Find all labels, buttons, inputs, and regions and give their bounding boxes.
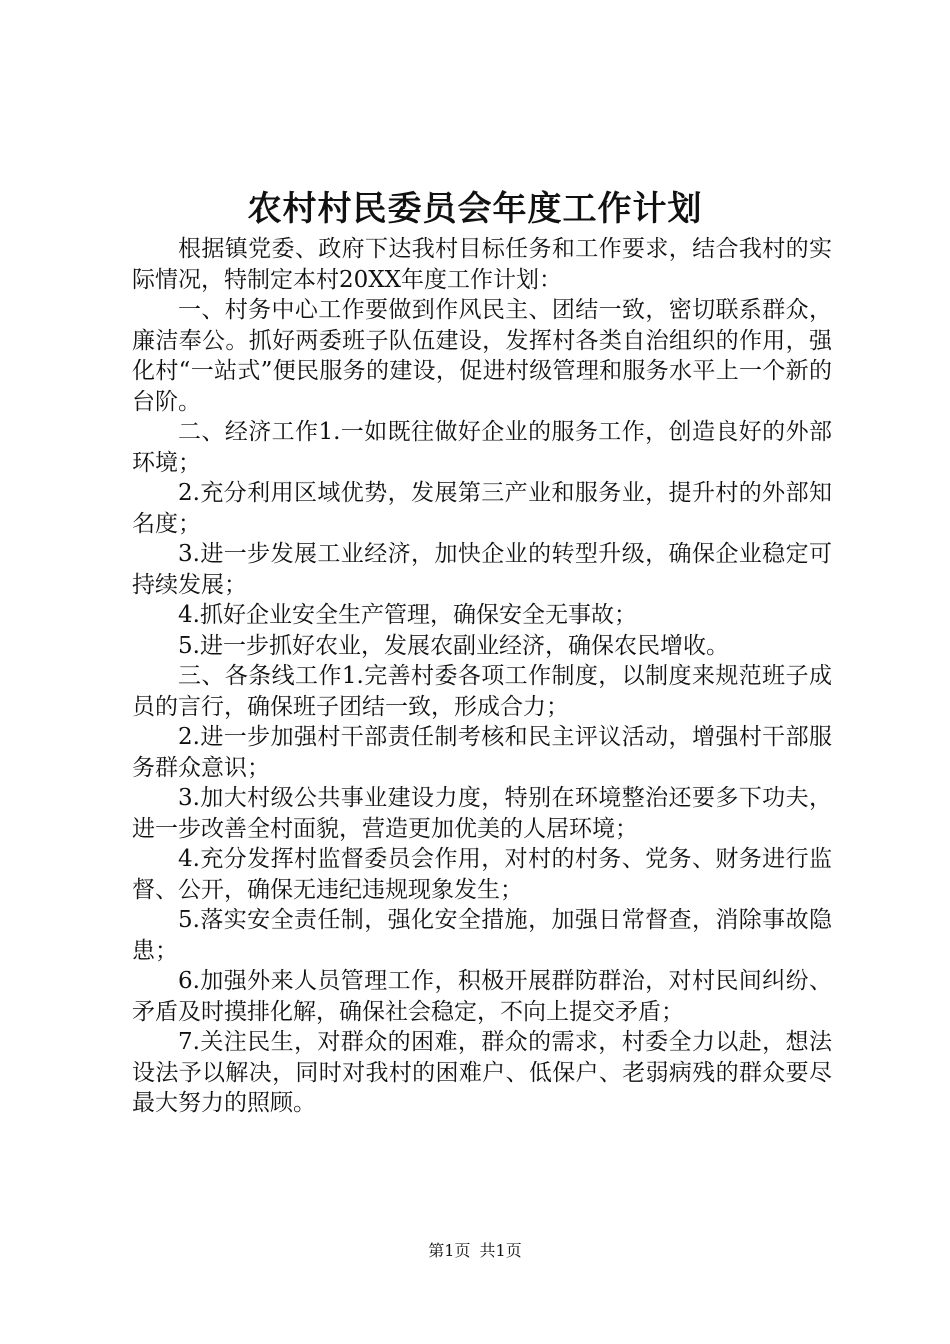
paragraph-item: 4.充分发挥村监督委员会作用，对村的村务、党务、财务进行监督、公开，确保无违纪违规现象发生； [132, 846, 832, 903]
paragraph-item: 6.加强外来人员管理工作，积极开展群防群治，对村民间纠纷、矛盾及时摸排化解，确保社会稳定，不向上提交矛盾； [132, 968, 832, 1025]
paragraph-item: 2.充分利用区域优势，发展第三产业和服务业，提升村的外部知名度； [132, 480, 832, 537]
paragraph-item: 7.关注民生，对群众的困难，群众的需求，村委全力以赴，想法设法予以解决，同时对我村的困难户、低保户、老弱病残的群众要尽最大努力的照顾。 [132, 1029, 832, 1116]
paragraph-item: 4.抓好企业安全生产管理，确保安全无事故； [178, 602, 637, 628]
paragraph-item: 3.进一步发展工业经济，加快企业的转型升级，确保企业稳定可持续发展； [132, 541, 832, 598]
document-body [132, 234, 832, 1119]
paragraph-item: 5.进一步抓好农业，发展农副业经济，确保农民增收。 [178, 632, 729, 659]
paragraph-section-3: 三、各条线工作1.完善村委各项工作制度，以制度来规范班子成员的言行，确保班子团结一致，形成合力； [132, 663, 832, 720]
paragraph-section-1: 一、村务中心工作要做到作风民主、团结一致，密切联系群众，廉洁奉公。抓好两委班子队伍建设，发挥村各类自治组织的作用，强化村“一站式”便民服务的建设，促进村级管理和服务水平上一个新的台阶。 [132, 297, 832, 415]
page-total: 共1页 [479, 1241, 522, 1260]
paragraph-item: 3.加大村级公共事业建设力度，特别在环境整治还要多下功夫，进一步改善全村面貌，营造更加优美的人居环境； [132, 785, 832, 842]
paragraph-item: 5.落实安全责任制，强化安全措施，加强日常督查，消除事故隐患； [132, 907, 832, 964]
page-footer [0, 1239, 950, 1263]
paragraph-section-2: 二、经济工作1.一如既往做好企业的服务工作，创造良好的外部环境； [132, 419, 832, 476]
page-number: 第1页 [428, 1241, 471, 1260]
paragraph-item: 2.进一步加强村干部责任制考核和民主评议活动，增强村干部服务群众意识； [132, 724, 832, 781]
paragraph-intro: 根据镇党委、政府下达我村目标任务和工作要求，结合我村的实际情况，特制定本村20XX年度工作计划： [132, 236, 832, 293]
document-title: 农村村民委员会年度工作计划 [247, 189, 703, 229]
